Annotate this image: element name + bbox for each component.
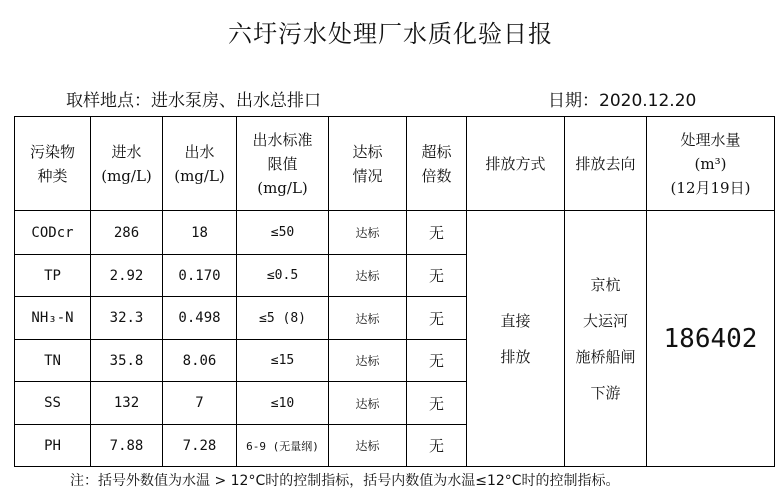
report-title: 六圩污水处理厂水质化验日报 — [228, 20, 553, 48]
status-cell: 达标 — [329, 255, 407, 297]
header-destination: 排放去向 — [565, 117, 647, 211]
table-row — [15, 211, 775, 255]
pollutant-cell: SS — [15, 382, 91, 425]
exceed-cell: 无 — [407, 340, 467, 382]
effluent-cell: 7.28 — [163, 425, 237, 467]
effluent-cell: 8.06 — [163, 340, 237, 382]
pollutant-cell: PH — [15, 425, 91, 467]
pollutant-cell: TN — [15, 340, 91, 382]
effluent-cell: 7 — [163, 382, 237, 425]
volume-cell: 186402 — [647, 211, 775, 467]
status-cell: 达标 — [329, 211, 407, 255]
limit-cell: ≤15 — [237, 340, 329, 382]
status-cell: 达标 — [329, 340, 407, 382]
influent-cell: 35.8 — [91, 340, 163, 382]
exceed-cell: 无 — [407, 297, 467, 340]
influent-cell: 2.92 — [91, 255, 163, 297]
limit-cell: ≤5 (8) — [237, 297, 329, 340]
limit-cell: ≤10 — [237, 382, 329, 425]
footnote: 注：括号外数值为水温 > 12°C时的控制指标，括号内数值为水温≤12°C时的控制指标。 — [70, 473, 620, 489]
influent-cell: 7.88 — [91, 425, 163, 467]
header-discharge-mode: 排放方式 — [467, 117, 565, 211]
pollutant-cell: TP — [15, 255, 91, 297]
pollutant-cell: NH₃-N — [15, 297, 91, 340]
header-row — [15, 117, 775, 211]
header-influent: 进水 (mg/L) — [91, 117, 163, 211]
header-exceed: 超标 倍数 — [407, 117, 467, 211]
effluent-cell: 0.170 — [163, 255, 237, 297]
influent-cell: 286 — [91, 211, 163, 255]
sampling-location: 取样地点：进水泵房、出水总排口 — [66, 91, 321, 111]
discharge-mode-cell: 直接 排放 — [467, 211, 565, 467]
limit-cell: 6-9 (无量纲) — [237, 425, 329, 467]
limit-cell: ≤50 — [237, 211, 329, 255]
effluent-cell: 0.498 — [163, 297, 237, 340]
effluent-cell: 18 — [163, 211, 237, 255]
header-effluent: 出水 (mg/L) — [163, 117, 237, 211]
header-status: 达标 情况 — [329, 117, 407, 211]
status-cell: 达标 — [329, 297, 407, 340]
report-date: 日期：2020.12.20 — [548, 91, 697, 111]
limit-cell: ≤0.5 — [237, 255, 329, 297]
status-cell: 达标 — [329, 382, 407, 425]
water-quality-table — [14, 116, 775, 467]
pollutant-cell: CODcr — [15, 211, 91, 255]
influent-cell: 132 — [91, 382, 163, 425]
status-cell: 达标 — [329, 425, 407, 467]
exceed-cell: 无 — [407, 382, 467, 425]
header-limit: 出水标准 限值 (mg/L) — [237, 117, 329, 211]
exceed-cell: 无 — [407, 425, 467, 467]
destination-cell: 京杭 大运河 施桥船闸 下游 — [565, 211, 647, 467]
exceed-cell: 无 — [407, 211, 467, 255]
exceed-cell: 无 — [407, 255, 467, 297]
header-pollutant: 污染物 种类 — [15, 117, 91, 211]
influent-cell: 32.3 — [91, 297, 163, 340]
header-volume: 处理水量 (m³) (12月19日) — [647, 117, 775, 211]
